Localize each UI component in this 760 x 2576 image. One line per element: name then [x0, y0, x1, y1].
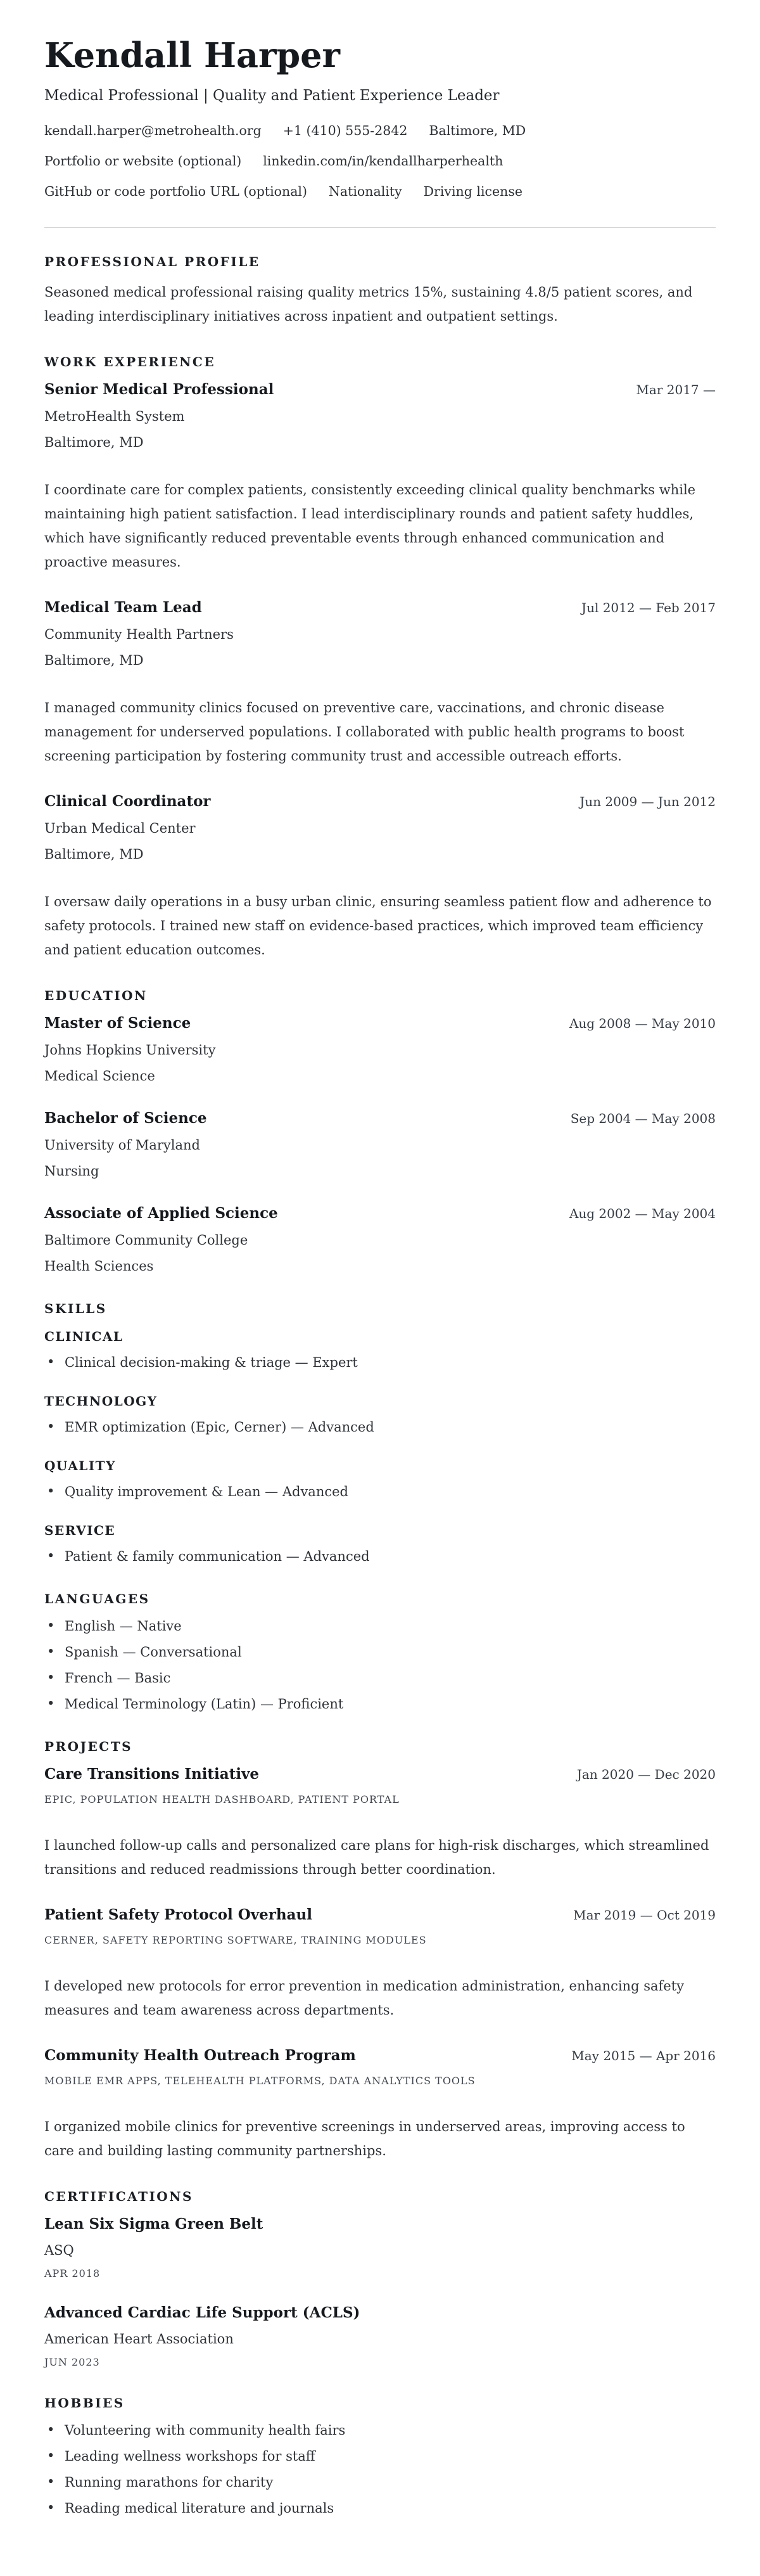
- project-tools: MOBILE EMR APPS, TELEHEALTH PLATFORMS, DATA ANALYTICS TOOLS: [44, 2075, 476, 2087]
- contact-linkedin: linkedin.com/in/kendallharperhealth: [263, 153, 504, 169]
- job-location: Baltimore, MD: [44, 847, 144, 862]
- contact-email: kendall.harper@metrohealth.org: [44, 123, 262, 138]
- project-description: I organized mobile clinics for preventive screenings in underserved areas, improving access to care and building lasting community partnerships.: [44, 2119, 685, 2158]
- entry-title-row: [44, 2046, 716, 2065]
- degree-title: Master of Science: [44, 1015, 191, 1032]
- contact-portfolio-placeholder: Portfolio or website (optional): [44, 153, 242, 169]
- job-title: Medical Team Lead: [44, 599, 202, 616]
- contact-nationality-placeholder: Nationality: [328, 184, 402, 199]
- project-title: Community Health Outreach Program: [44, 2047, 356, 2064]
- skill-list: [44, 1548, 716, 1565]
- skill-list: [44, 1483, 716, 1501]
- hobby-item: • Reading medical literature and journals: [44, 2499, 716, 2517]
- contact-driving-license-placeholder: Driving license: [423, 184, 522, 199]
- entry-title-row: [44, 380, 716, 399]
- education-entry: [44, 1109, 716, 1180]
- project-entry: [44, 1765, 716, 1881]
- section-heading-certifications: CERTIFICATIONS: [44, 2189, 193, 2204]
- skill-category-clinical: CLINICAL: [44, 1329, 124, 1344]
- project-tools: CERNER, SAFETY REPORTING SOFTWARE, TRAINING MODULES: [44, 1934, 427, 1946]
- education-dates: Aug 2008 — May 2010: [569, 1016, 716, 1031]
- contact-row-3: [44, 183, 716, 200]
- project-dates: Mar 2019 — Oct 2019: [573, 1907, 716, 1923]
- skill-item: • Clinical decision-making & triage — Expert: [44, 1354, 716, 1371]
- skill-list: [44, 1354, 716, 1371]
- job-description: I coordinate care for complex patients, consistently exceeding clinical quality benchmarks while maintaining high patient satisfaction. I lead interdisciplinary rounds and patient safety huddles, which have significantly reduced preventable events through enhanced communication and proactive measures.: [44, 482, 696, 570]
- contact-phone: +1 (410) 555-2842: [282, 123, 408, 138]
- job-title: Clinical Coordinator: [44, 793, 211, 810]
- hobby-list: [44, 2421, 716, 2517]
- entry-title-row: [44, 1906, 716, 1925]
- skill-item: • EMR optimization (Epic, Cerner) — Advanced: [44, 1418, 716, 1436]
- language-item: • English — Native: [44, 1617, 716, 1635]
- headline: Medical Professional | Quality and Patient Experience Leader: [44, 87, 500, 104]
- certification-date: APR 2018: [44, 2267, 101, 2279]
- skill-category-quality: QUALITY: [44, 1458, 116, 1473]
- project-dates: Jan 2020 — Dec 2020: [576, 1767, 716, 1782]
- section-heading-professional-profile: PROFESSIONAL PROFILE: [44, 254, 260, 269]
- education-school: University of Maryland: [44, 1137, 200, 1153]
- section-certifications: [44, 2188, 716, 2369]
- section-heading-work-experience: WORK EXPERIENCE: [44, 354, 216, 369]
- skill-item: • Patient & family communication — Advanced: [44, 1548, 716, 1565]
- degree-title: Bachelor of Science: [44, 1110, 207, 1127]
- job-location: Baltimore, MD: [44, 435, 144, 450]
- language-item: • Spanish — Conversational: [44, 1643, 716, 1661]
- hobby-item: • Leading wellness workshops for staff: [44, 2447, 716, 2465]
- job-location: Baltimore, MD: [44, 653, 144, 668]
- section-education: [44, 987, 716, 1275]
- job-company: Urban Medical Center: [44, 821, 196, 836]
- contact-github-placeholder: GitHub or code portfolio URL (optional): [44, 184, 307, 199]
- skill-category-service: SERVICE: [44, 1523, 116, 1538]
- project-description: I developed new protocols for error prevention in medication administration, enhancing safety measures and team awareness across departments.: [44, 1978, 684, 2018]
- education-dates: Sep 2004 — May 2008: [570, 1111, 716, 1126]
- skill-list: [44, 1418, 716, 1436]
- entry-title-row: [44, 1765, 716, 1784]
- certification-title: Lean Six Sigma Green Belt: [44, 2215, 263, 2233]
- project-dates: May 2015 — Apr 2016: [571, 2048, 716, 2063]
- job-dates: Mar 2017 —: [636, 382, 716, 397]
- section-professional-profile: [44, 253, 716, 328]
- job-dates: Jul 2012 — Feb 2017: [581, 600, 716, 615]
- certification-issuer: American Heart Association: [44, 2331, 234, 2347]
- project-tools: EPIC, POPULATION HEALTH DASHBOARD, PATIENT PORTAL: [44, 1793, 400, 1805]
- education-dates: Aug 2002 — May 2004: [569, 1206, 716, 1221]
- name-heading: Kendall Harper: [44, 35, 340, 75]
- section-heading-education: EDUCATION: [44, 988, 148, 1003]
- contact-row-1: [44, 122, 716, 139]
- project-entry: [44, 1906, 716, 2022]
- project-description: I launched follow-up calls and personalized care plans for high-risk discharges, which streamlined transitions and reduced readmissions through better coordination.: [44, 1838, 709, 1877]
- contact-location: Baltimore, MD: [429, 123, 526, 138]
- section-languages: [44, 1591, 716, 1713]
- project-title: Patient Safety Protocol Overhaul: [44, 1906, 313, 1923]
- education-school: Baltimore Community College: [44, 1233, 248, 1248]
- section-skills: [44, 1300, 716, 1565]
- section-heading-languages: LANGUAGES: [44, 1591, 150, 1606]
- profile-text: Seasoned medical professional raising quality metrics 15%, sustaining 4.8/5 patient scores, and leading interdisciplinary initiatives across inpatient and outpatient settings.: [44, 285, 693, 324]
- entry-title-row: [44, 792, 716, 811]
- education-school: Johns Hopkins University: [44, 1042, 216, 1058]
- header-divider: [44, 227, 716, 228]
- job-description: I managed community clinics focused on preventive care, vaccinations, and chronic disease management for underserved populations. I collaborated with public health programs to boost screening participation by fostering community trust and accessible outreach efforts.: [44, 700, 685, 764]
- job-entry: [44, 380, 716, 574]
- certification-title: Advanced Cardiac Life Support (ACLS): [44, 2304, 360, 2321]
- language-item: • Medical Terminology (Latin) — Proficient: [44, 1695, 716, 1713]
- job-entry: [44, 792, 716, 962]
- education-field: Health Sciences: [44, 1259, 154, 1274]
- degree-title: Associate of Applied Science: [44, 1205, 278, 1222]
- hobby-item: • Running marathons for charity: [44, 2473, 716, 2491]
- education-field: Medical Science: [44, 1068, 155, 1084]
- section-projects: [44, 1738, 716, 2163]
- entry-title-row: [44, 1014, 716, 1033]
- job-dates: Jun 2009 — Jun 2012: [580, 794, 716, 809]
- skill-category-technology: TECHNOLOGY: [44, 1394, 158, 1409]
- project-entry: [44, 2046, 716, 2163]
- language-list: [44, 1617, 716, 1713]
- education-entry: [44, 1014, 716, 1085]
- entry-title-row: [44, 598, 716, 617]
- entry-title-row: [44, 1204, 716, 1223]
- language-item: • French — Basic: [44, 1669, 716, 1687]
- education-field: Nursing: [44, 1163, 99, 1179]
- skill-item: • Quality improvement & Lean — Advanced: [44, 1483, 716, 1501]
- contact-info: [44, 122, 716, 200]
- education-entry: [44, 1204, 716, 1275]
- job-description: I oversaw daily operations in a busy urban clinic, ensuring seamless patient flow and adherence to safety protocols. I trained new staff on evidence-based practices, which improved team efficiency and patient education outcomes.: [44, 894, 712, 958]
- job-company: MetroHealth System: [44, 409, 185, 424]
- certification-issuer: ASQ: [44, 2243, 74, 2258]
- certification-date: JUN 2023: [44, 2356, 100, 2368]
- project-title: Care Transitions Initiative: [44, 1765, 260, 1783]
- section-hobbies: [44, 2395, 716, 2517]
- certification-entry: [44, 2215, 716, 2281]
- entry-title-row: [44, 1109, 716, 1128]
- certification-entry: [44, 2304, 716, 2369]
- section-work-experience: [44, 354, 716, 962]
- hobby-item: • Volunteering with community health fairs: [44, 2421, 716, 2439]
- section-heading-hobbies: HOBBIES: [44, 2395, 125, 2411]
- job-entry: [44, 598, 716, 768]
- section-heading-skills: SKILLS: [44, 1301, 107, 1316]
- job-title: Senior Medical Professional: [44, 381, 274, 398]
- job-company: Community Health Partners: [44, 627, 234, 642]
- contact-row-2: [44, 152, 716, 170]
- section-heading-projects: PROJECTS: [44, 1739, 133, 1754]
